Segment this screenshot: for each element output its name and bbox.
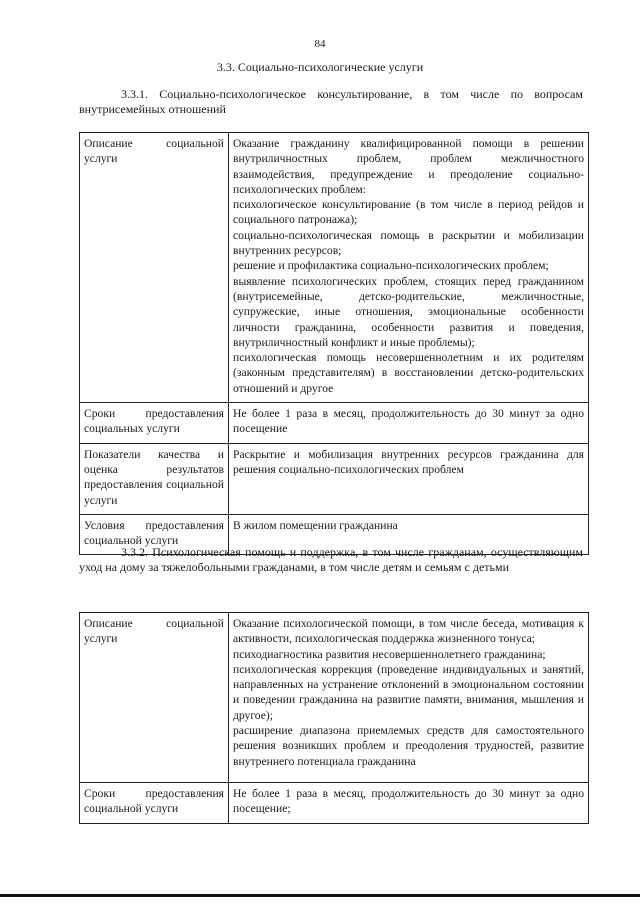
cell-line: психодиагностика развития несовершеннолетнего гражданина; (233, 647, 546, 661)
table-row (80, 783, 589, 824)
row-value (229, 133, 589, 403)
cell-line: Оказание психологической помощи, в том числе беседа, мотивация к активности, психологическая поддержка жизненного тонуса; (233, 617, 584, 646)
page-number: 84 (314, 38, 326, 50)
table-row (80, 443, 589, 514)
service-table-3-3-2 (79, 612, 589, 824)
cell-line: выявление психологических проблем, стоящих перед гражданином (внутрисемейные, детско-родительские, межличностные, супружеские, иные отношения, эмоциональные особенности личности гражданина, особенности развития и поведения, внутриличностный конфликт и иные проблемы); (233, 274, 584, 349)
row-value (229, 613, 589, 783)
cell-line: психологическое консультирование (в том числе в период рейдов и социального патронажа); (233, 198, 584, 227)
row-label: Условия предоставления социальной услуги (80, 514, 229, 555)
cell-line: Оказание гражданину квалифицированной помощи в решении внутриличностных проблем, проблем межличностного взаимодействия, предупреждение и преодоление социально-психологических проблем: (233, 137, 584, 196)
bottom-rule (0, 894, 640, 897)
row-value: Раскрытие и мобилизация внутренних ресурсов гражданина для решения социально-психологических проблем (229, 443, 589, 514)
subsection-heading-3-3-1: 3.3.1. Социально-психологическое консультирование, в том числе по вопросам внутрисемейных отношений (79, 87, 583, 116)
cell-line: расширение диапазона приемлемых средств для самостоятельного решения возникших проблем и преодоления трудностей, развитие внутреннего потенциала гражданина (233, 724, 584, 768)
service-table-3-3-1 (79, 132, 589, 555)
cell-line: решение и профилактика социально-психологических проблем; (233, 259, 549, 273)
table-row (80, 613, 589, 783)
row-value: Не более 1 раза в месяц, продолжительность до 30 минут за одно посещение (229, 403, 589, 444)
table-row (80, 403, 589, 444)
row-value: Не более 1 раза в месяц, продолжительность до 30 минут за одно посещение; (229, 783, 589, 824)
row-value: В жилом помещении гражданина (229, 514, 589, 555)
cell-line: психологическая коррекция (проведение индивидуальных и занятий, направленных на устранение отклонений в эмоциональном состоянии и поведении гражданина на развитие памяти, внимания, мышления и другое); (233, 662, 584, 722)
row-label: Сроки предоставления социальной услуги (80, 783, 229, 824)
table-row (80, 133, 589, 403)
cell-line: социально-психологическая помощь в раскрытии и мобилизации внутренних ресурсов; (233, 228, 584, 258)
row-label: Показатели качества и оценка результатов предоставления социальной услуги (80, 443, 229, 514)
row-label: Сроки предоставления социальных услуги (80, 403, 229, 444)
section-title: 3.3. Социально-психологические услуги (216, 60, 424, 74)
cell-line: психологическая помощь несовершеннолетним и их родителям (законным представителям) в восстановлении детско-родительских отношений и другое (233, 351, 584, 395)
subsection-heading-3-3-2: 3.3.2. Психологическая помощь и поддержка, в том числе гражданам, осуществляющим уход на дому за тяжелобольными гражданами, в том числе детям и семьям с детьми (79, 545, 583, 574)
row-label: Описание социальной услуги (80, 133, 229, 403)
row-label: Описание социальной услуги (80, 613, 229, 783)
